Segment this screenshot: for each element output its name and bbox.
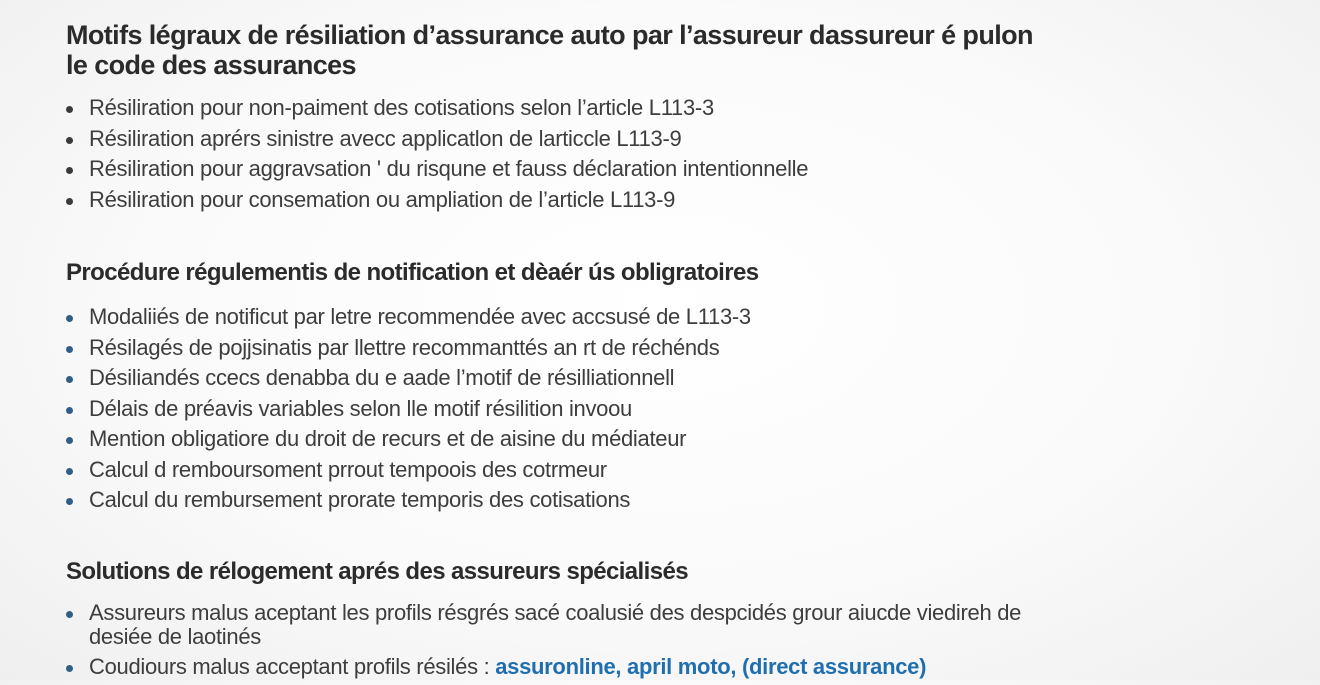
list-item-text: Mention obligatiore du droit de recurs et de aisine du médiateur (89, 426, 687, 451)
list-item (66, 185, 1266, 216)
list-item (66, 124, 1266, 155)
bullet-icon (66, 137, 73, 144)
list-item-text: Calcul d remboursoment prrout tempoois des cotrmeur (89, 456, 607, 482)
legal-grounds-list (66, 93, 1266, 215)
list-item-text: Résilagés de pojjsinatis par llettre recommanttés an rt de réchénds (89, 334, 720, 360)
list-item (66, 455, 1266, 486)
list-item (66, 601, 1069, 649)
list-item (66, 655, 1069, 679)
bullet-icon (66, 437, 73, 444)
list-item (66, 333, 1266, 364)
list-item-text: Délais de préavis variables selon lle motif résilition invoou (89, 395, 632, 421)
list-item (66, 154, 1266, 185)
list-item (66, 363, 1266, 394)
solutions-list (66, 601, 1266, 679)
bullet-icon (66, 665, 73, 672)
section-title-solutions: Solutions de rélogement aprés des assureurs spécialisés (66, 557, 688, 585)
bullet-icon (66, 346, 73, 353)
document-page (66, 20, 1266, 685)
bullet-icon (66, 611, 73, 618)
list-item (66, 424, 1266, 455)
list-item-text: Désiliandés ccecs denabba du e aade l’motif de résilliationnell (89, 365, 675, 390)
bullet-icon (66, 106, 73, 113)
list-item-text: Résiliration aprérs sinistre avecc applicatlon de larticcle L113-9 (89, 125, 682, 151)
bullet-icon (66, 198, 73, 205)
list-item (66, 302, 1266, 333)
list-item (66, 485, 1266, 516)
list-item-text: Modaliiés de notificut par letre recommendée avec accsusé de L113-3 (89, 304, 751, 329)
list-item-text: Résiliration pour non-paiment des cotisations selon l’article L113-3 (89, 95, 714, 120)
section-title-procedure: Procédure régulementis de notification et dèaér ús obligratoires (66, 259, 759, 286)
bullet-icon (66, 167, 73, 174)
list-item-text: Résiliration pour consemation ou ampliation de l’article L113-9 (89, 186, 676, 212)
section-title-legal-grounds: Motifs légraux de résiliation d’assurance auto par l’assureur dassureur é pulon le code des assurances (66, 20, 1033, 80)
list-item-text: Coudiours malus acceptant profils résilés : (89, 653, 496, 679)
bullet-icon (66, 498, 73, 505)
list-item (66, 394, 1266, 425)
list-item-text: Assureurs malus aceptant les profils résgrés sacé coalusié des despcidés grour aiucde viedireh de desiée de laotinés (89, 599, 1022, 649)
bullet-icon (66, 468, 73, 475)
bullet-icon (66, 407, 73, 414)
bullet-icon (66, 376, 73, 383)
list-item-text: Résiliration pour aggravsation ' du risqune et fauss déclaration intentionnelle (89, 156, 809, 181)
list-item (66, 93, 1266, 124)
bullet-icon (66, 315, 73, 322)
insurer-links[interactable]: assuronline, april moto, (direct assurance) (495, 653, 927, 679)
list-item-text: Calcul du rembursement prorate temporis des cotisations (89, 487, 631, 512)
procedure-list (66, 302, 1266, 516)
